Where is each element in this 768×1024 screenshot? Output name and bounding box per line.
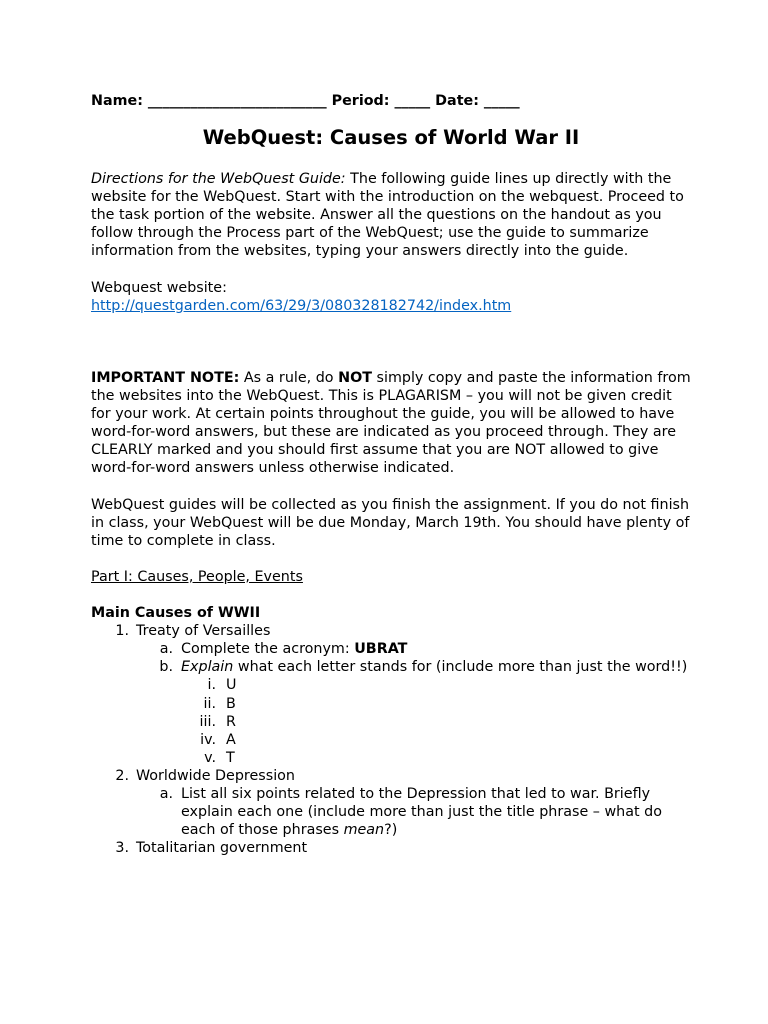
important-note-label: IMPORTANT NOTE:: [91, 369, 240, 386]
directions-text: The following guide lines up directly with the website for the WebQuest. Start with the introduction on the webquest. Proceed to the task portion of the website. Answer all the questions on the handout as you follow through the Process part of the WebQuest; use the guide to summarize information from the websites, typing your answers directly into the guide.: [91, 171, 684, 260]
not-emphasis: NOT: [338, 369, 372, 386]
list-item: 1. Treaty of Versailles: [115, 623, 271, 640]
main-causes-heading: Main Causes of WWII: [91, 605, 261, 622]
list-item: b. Explain what each letter stands for (include more than just the word!!): [159, 659, 688, 676]
list-item: ii. B: [203, 695, 236, 712]
list-item: iii. R: [199, 713, 236, 730]
list-item: 2. Worldwide Depression: [115, 767, 295, 784]
list-item: iv. A: [200, 731, 236, 748]
important-note-paragraph: IMPORTANT NOTE: As a rule, do NOT simply copy and paste the information from the websites into the WebQuest. This is PLAGARISM – you will not be given credit for your work. At certain points throughout the guide, you will be allowed to have word-for-word answers, but these are indicated as you proceed through. They are CLEARLY marked and you should first assume that you are NOT allowed to give word-for-word answers unless otherwise indicated.: [91, 369, 691, 477]
acronym: UBRAT: [354, 641, 408, 658]
list-item: 3. Totalitarian government: [115, 840, 308, 857]
part-one-heading: Part I: Causes, People, Events: [91, 568, 303, 585]
list-item: v. T: [204, 749, 235, 766]
list-item: i. U: [207, 677, 237, 694]
list-item: a. List all six points related to the Depression that led to war. Briefly explain each one (include more than just the title phrase – what do each of those phrases mean?): [159, 786, 662, 839]
collection-paragraph: WebQuest guides will be collected as you finish the assignment. If you do not finish in class, your WebQuest will be due Monday, March 19th. You should have plenty of time to complete in class.: [91, 496, 690, 549]
document-page: [91, 92, 691, 857]
webquest-link[interactable]: http://questgarden.com/63/29/3/080328182742/index.htm: [91, 297, 512, 314]
list-item: a. Complete the acronym: UBRAT: [159, 641, 408, 658]
directions-label: Directions for the WebQuest Guide:: [91, 171, 346, 188]
name-period-date-line: Name: _________________________ Period: _____ Date: _____: [91, 93, 520, 109]
directions-paragraph: [91, 170, 691, 260]
website-label: Webquest website:: [91, 279, 227, 296]
document-title: WebQuest: Causes of World War II: [202, 126, 580, 150]
